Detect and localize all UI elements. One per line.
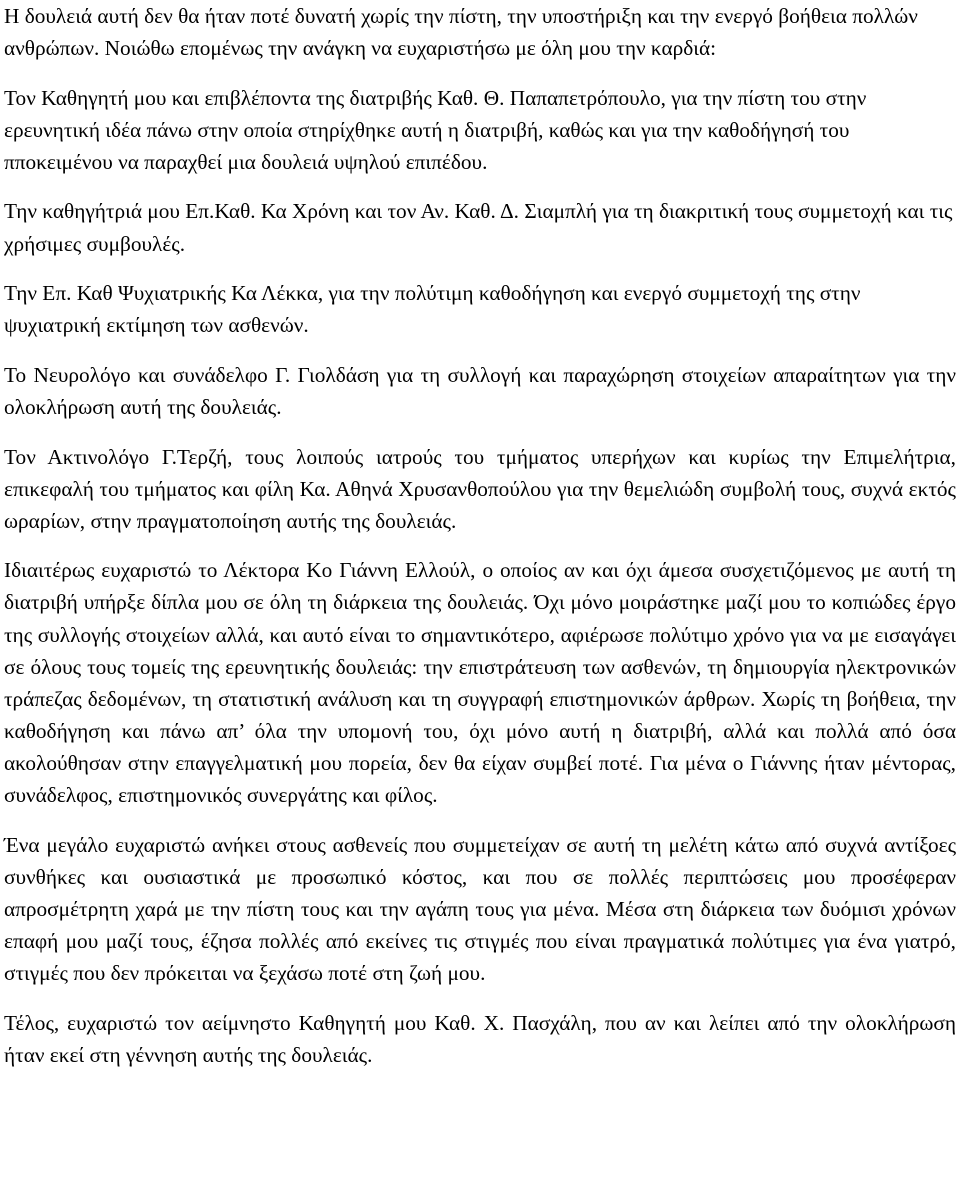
- paragraph-patients: Ένα μεγάλο ευχαριστώ ανήκει στους ασθενείς που συμμετείχαν σε αυτή τη μελέτη κάτω από συχνά αντίξοες συνθήκες και ουσιαστικά με προσωπικό κόστος, και που σε πολλές περιπτώσεις μου προσέφεραν απροσμέτρητη χαρά με την πίστη τους και την αγάπη τους για μένα. Μέσα στη διάρκεια των δυόμισι χρόνων επαφή μου μαζί τους, έζησα πολλές από εκείνες τις στιγμές που είναι πραγματικά πολύτιμες για ένα γιατρό, στιγμές που δεν πρόκειται να ξεχάσω ποτέ στη ζωή μου.: [4, 832, 956, 985]
- paragraph-psychiatry: Την Επ. Καθ Ψυχιατρικής Κα Λέκκα, για την πολύτιμη καθοδήγηση και ενεργό συμμετοχή της στην ψυχιατρική εκτίμηση των ασθενών.: [4, 281, 861, 338]
- paragraph-mentor: Ιδιαιτέρως ευχαριστώ το Λέκτορα Κο Γιάννη Ελλούλ, ο οποίος αν και όχι άμεσα συσχετιζόμενος με αυτή τη διατριβή υπήρξε δίπλα μου σε όλη τη διάρκεια της δουλειάς. Όχι μόνο μοιράστηκε μαζί μου το κοπιώδες έργο της συλλογής στοιχείων αλλά, και αυτό είναι το σημαντικότερο, αφιέρωσε πολύτιμο χρόνο για να με εισαγάγει σε όλους τους τομείς της ερευνητικής δουλειάς: την επιστράτευση των ασθενών, τη δημιουργία ηλεκτρονικών τράπεζας δεδομένων, τη στατιστική ανάλυση και τη συγγραφή επιστημονικών άρθρων. Χωρίς τη βοήθεια, την καθοδήγηση και πάνω απ’ όλα την υπομονή του, όχι μόνο αυτή η διατριβή, αλλά και πολλά από όσα ακολούθησαν στην επαγγελματική μου πορεία, δεν θα είχαν συμβεί ποτέ. Για μένα ο Γιάννης ήταν μέντορας, συνάδελφος, επιστημονικός συνεργάτης και φίλος.: [4, 558, 956, 807]
- paragraph-closing: Τέλος, ευχαριστώ τον αείμνηστο Καθηγητή μου Καθ. Χ. Πασχάλη, που αν και λείπει από την ολοκλήρωση ήταν εκεί στη γέννηση αυτής της δουλειάς.: [4, 1010, 956, 1067]
- paragraph-committee: Την καθηγήτριά μου Επ.Καθ. Κα Χρόνη και τον Αν. Καθ. Δ. Σιαμπλή για τη διακριτική τους συμμετοχή και τις χρήσιμες συμβουλές.: [4, 199, 953, 256]
- paragraph-neurologist: Το Νευρολόγο και συνάδελφο Γ. Γιολδάση για τη συλλογή και παραχώρηση στοιχείων απαραίτητων για την ολοκλήρωση αυτή της δουλειάς.: [4, 362, 956, 419]
- acknowledgements-page: [4, 0, 956, 1071]
- paragraph-intro: Η δουλειά αυτή δεν θα ήταν ποτέ δυνατή χωρίς την πίστη, την υποστήριξη και την ενεργό βοήθεια πολλών ανθρώπων. Νοιώθω επομένως την ανάγκη να ευχαριστήσω με όλη μου την καρδιά:: [4, 4, 918, 61]
- paragraph-radiology: Τον Ακτινολόγο Γ.Τερζή, τους λοιπούς ιατρούς του τμήματος υπερήχων και κυρίως την Επιμελήτρια, επικεφαλή του τμήματος και φίλη Κα. Αθηνά Χρυσανθοπούλου για την θεμελιώδη συμβολή τους, συχνά εκτός ωραρίων, στην πραγματοποίηση αυτής της δουλειάς.: [4, 444, 956, 533]
- paragraph-supervisor: Τον Καθηγητή μου και επιβλέποντα της διατριβής Καθ. Θ. Παπαπετρόπουλο, για την πίστη του στην ερευνητική ιδέα πάνω στην οποία στηρίχθηκε αυτή η διατριβή, καθώς και για την καθοδήγησή του ππoκειμένου να παραχθεί μια δουλειά υψηλού επιπέδου.: [4, 85, 867, 174]
